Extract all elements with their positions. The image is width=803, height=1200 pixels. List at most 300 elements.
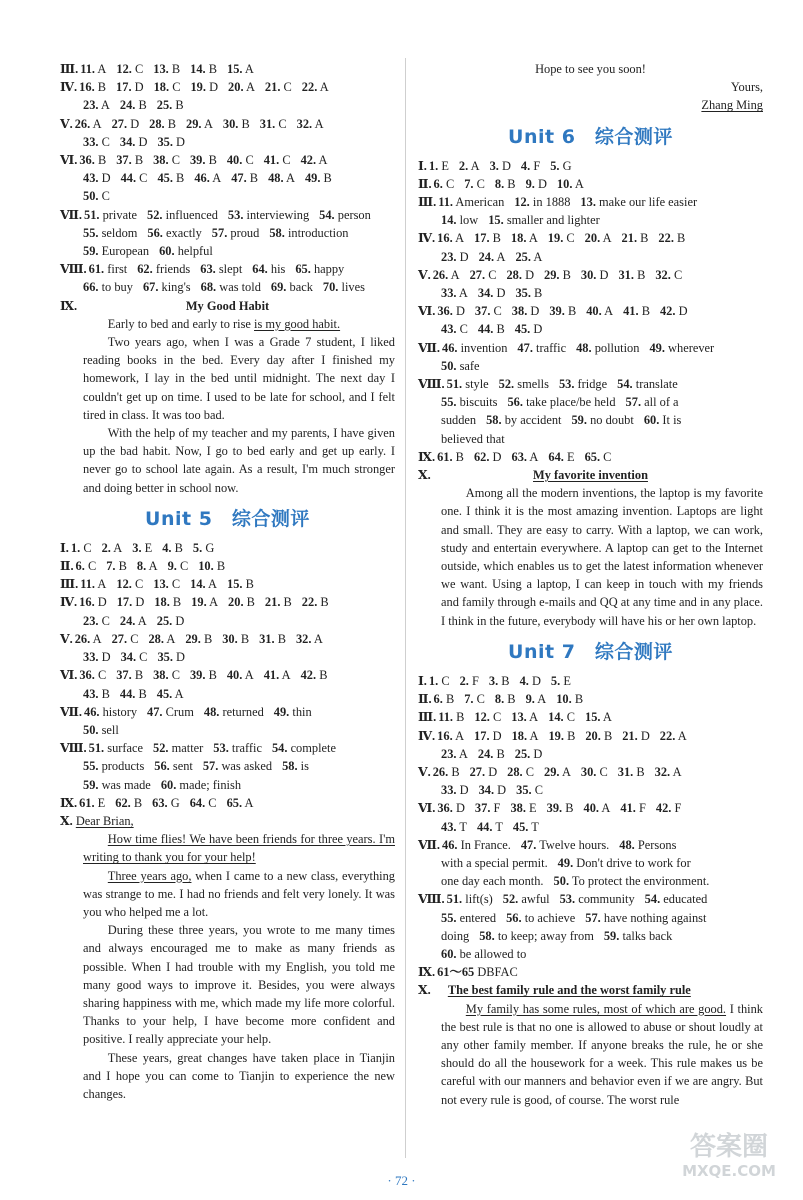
answer-line bbox=[60, 685, 395, 703]
answer-value: B bbox=[167, 116, 177, 131]
answer-value: A bbox=[97, 62, 107, 76]
question-number: 28. bbox=[148, 631, 164, 646]
answer-value: A bbox=[602, 231, 612, 246]
answer-value: sudden bbox=[441, 413, 477, 428]
answer-value: B bbox=[501, 673, 510, 688]
question-number: 13. bbox=[153, 577, 169, 592]
question-number: 62. bbox=[473, 449, 490, 464]
question-number: 23. bbox=[441, 746, 457, 761]
answer-line bbox=[418, 854, 763, 872]
answer-item bbox=[116, 153, 143, 167]
answer-value: A bbox=[92, 116, 102, 131]
section-numeral: Ⅲ. bbox=[60, 577, 79, 592]
section-numeral: Ⅹ. bbox=[60, 813, 73, 828]
answer-value: style bbox=[465, 377, 489, 392]
question-number: 57. bbox=[202, 759, 219, 774]
answer-value: B bbox=[101, 686, 110, 701]
answer-item bbox=[503, 892, 550, 906]
answer-value: D bbox=[101, 171, 111, 186]
answer-value: happy bbox=[313, 262, 345, 277]
answer-value: A bbox=[533, 249, 543, 264]
answer-value: king's bbox=[161, 280, 191, 295]
question-number: 63. bbox=[511, 449, 527, 464]
answer-item bbox=[319, 208, 371, 222]
answer-value: G bbox=[170, 795, 180, 810]
answer-value: B bbox=[507, 692, 516, 707]
question-number: 35. bbox=[515, 286, 531, 301]
question-number: 68. bbox=[200, 280, 217, 295]
answer-item bbox=[203, 759, 272, 773]
answer-value: E bbox=[566, 449, 575, 464]
answer-item bbox=[429, 674, 450, 688]
answer-item bbox=[433, 765, 460, 779]
question-number: 35. bbox=[516, 783, 532, 798]
answer-line bbox=[418, 745, 763, 763]
answer-item bbox=[228, 595, 255, 609]
answer-value: A bbox=[208, 577, 217, 592]
question-number: 5. bbox=[550, 158, 560, 173]
answer-item bbox=[213, 741, 262, 755]
answer-line bbox=[418, 211, 763, 229]
question-number: 26. bbox=[74, 116, 91, 131]
question-number: 9. bbox=[525, 176, 535, 191]
answer-item bbox=[149, 117, 176, 131]
question-number: 56. bbox=[507, 395, 523, 410]
section-numeral: Ⅴ. bbox=[60, 116, 73, 131]
answer-value: A bbox=[602, 710, 612, 725]
question-number: 52. bbox=[502, 892, 519, 907]
question-number: 10. bbox=[198, 559, 214, 574]
answer-value: B bbox=[603, 728, 613, 743]
answer-value: It is bbox=[662, 413, 682, 428]
answer-item bbox=[547, 801, 574, 815]
question-number: 15. bbox=[227, 62, 243, 76]
question-number: 61. bbox=[437, 449, 453, 464]
answer-item bbox=[622, 231, 649, 245]
answer-item bbox=[153, 668, 180, 682]
answer-item bbox=[441, 213, 478, 227]
question-number: 4. bbox=[519, 673, 529, 688]
answer-item bbox=[526, 177, 547, 191]
question-number: 42. bbox=[300, 668, 317, 683]
unit5-letter bbox=[60, 812, 395, 1103]
question-number: 19. bbox=[547, 231, 564, 246]
section-numeral: Ⅲ. bbox=[60, 62, 79, 76]
question-number: 64. bbox=[189, 795, 206, 810]
question-number: 24. bbox=[477, 746, 494, 761]
answer-item bbox=[83, 189, 110, 203]
section-numeral: Ⅶ. bbox=[60, 207, 82, 222]
column-divider bbox=[405, 58, 406, 1158]
section-numeral: Ⅹ. bbox=[418, 468, 431, 483]
answer-item bbox=[157, 171, 184, 185]
essay-paragraph bbox=[60, 315, 395, 333]
question-number: 20. bbox=[228, 595, 244, 610]
question-number: 40. bbox=[583, 801, 599, 816]
answer-value: B bbox=[172, 595, 182, 610]
question-number: 32. bbox=[296, 116, 313, 131]
question-number: 18. bbox=[153, 80, 170, 95]
answer-item bbox=[83, 226, 137, 240]
answer-item bbox=[441, 432, 505, 446]
answer-item bbox=[441, 413, 476, 427]
question-number: 42. bbox=[300, 153, 317, 168]
question-number: 24. bbox=[119, 613, 136, 628]
question-number: 50. bbox=[83, 722, 99, 737]
answer-value: was asked bbox=[221, 759, 273, 774]
answer-value: E bbox=[97, 795, 106, 810]
answer-value: complete bbox=[290, 741, 336, 756]
answer-item bbox=[302, 595, 329, 609]
answer-item bbox=[571, 413, 633, 427]
question-number: 18. bbox=[154, 595, 170, 610]
answer-value: invention bbox=[460, 340, 508, 355]
answer-value: B bbox=[496, 322, 505, 337]
answer-value: B bbox=[171, 62, 181, 76]
section-numeral: Ⅸ. bbox=[418, 965, 436, 980]
question-number: 46. bbox=[442, 837, 458, 852]
question-number: 58. bbox=[479, 928, 495, 943]
answer-value: D bbox=[175, 613, 185, 628]
answer-value: be allowed to bbox=[459, 946, 527, 961]
answer-item bbox=[80, 577, 106, 591]
answer-item bbox=[618, 765, 645, 779]
question-number: 30. bbox=[222, 116, 239, 131]
answer-item bbox=[228, 80, 255, 94]
answer-item bbox=[83, 778, 151, 792]
answer-item bbox=[550, 159, 571, 173]
question-number: 10. bbox=[556, 692, 572, 707]
question-number: 30. bbox=[580, 267, 597, 282]
answer-item bbox=[488, 213, 600, 227]
question-number: 3. bbox=[132, 540, 142, 555]
question-number: 7. bbox=[464, 692, 474, 707]
answer-value: all of a bbox=[644, 395, 679, 410]
essay-paragraph: Among all the modern inventions, the laptop is my favorite one. I think it is the most amazing invention. Laptops are light and small. They are easy to carry. With a laptop, we can work, study and entertain everywhere. A laptop can get to the Internet outside, which enables us to get the latest information whenever we want. Using a laptop, I can keep in touch with my friends and family through e-mails and QQ at any time and in any place. I think in the future, everybody will have his or her own laptop. bbox=[441, 486, 763, 628]
answer-line bbox=[418, 266, 763, 284]
answer-item bbox=[514, 195, 570, 209]
question-number: 34. bbox=[478, 783, 495, 798]
answer-item bbox=[437, 801, 465, 815]
answer-value: Don't drive to work for bbox=[576, 855, 691, 870]
question-number: 18. bbox=[511, 728, 528, 743]
answer-line bbox=[60, 630, 395, 648]
answer-line bbox=[60, 539, 395, 557]
section-numeral: Ⅷ. bbox=[60, 741, 87, 756]
answer-value: A bbox=[672, 764, 682, 779]
question-number: 25. bbox=[514, 746, 531, 761]
answer-line bbox=[60, 60, 395, 78]
answer-item bbox=[83, 723, 119, 737]
answer-item bbox=[252, 262, 285, 276]
answer-item bbox=[511, 231, 538, 245]
question-number: 4. bbox=[520, 158, 531, 173]
question-number: 21. bbox=[621, 231, 638, 246]
answer-item bbox=[558, 856, 691, 870]
section-numeral: Ⅰ. bbox=[60, 540, 69, 555]
answer-value: A bbox=[458, 286, 468, 301]
answer-line bbox=[418, 375, 763, 393]
question-number: 40. bbox=[586, 304, 602, 319]
answer-item bbox=[549, 304, 576, 318]
question-number: 16. bbox=[79, 595, 95, 610]
answer-value: B bbox=[637, 267, 646, 282]
answer-value: D bbox=[459, 249, 469, 264]
answer-item bbox=[83, 135, 110, 149]
answer-value: A bbox=[244, 62, 254, 76]
answer-item bbox=[116, 668, 143, 682]
question-number: 60. bbox=[643, 413, 660, 428]
question-number: 70. bbox=[322, 280, 339, 295]
answer-line bbox=[418, 672, 763, 690]
underlined-phrase: Three years ago, bbox=[107, 868, 192, 883]
answer-line bbox=[60, 666, 395, 684]
question-number: 43. bbox=[83, 686, 99, 701]
question-number: 61. bbox=[88, 262, 105, 277]
answer-item bbox=[585, 231, 612, 245]
answer-value: C bbox=[101, 134, 110, 149]
answer-value: C bbox=[673, 267, 683, 282]
answer-value: C bbox=[493, 304, 502, 319]
question-number: 58. bbox=[486, 413, 502, 428]
answer-value: D bbox=[455, 801, 465, 816]
section-numeral: Ⅸ. bbox=[60, 298, 78, 313]
question-number: 38. bbox=[153, 668, 169, 683]
question-number: 33. bbox=[83, 650, 99, 665]
question-number: 29. bbox=[544, 267, 560, 282]
answer-value: C bbox=[101, 189, 110, 204]
question-number: 20. bbox=[228, 80, 244, 95]
answer-value: A bbox=[455, 231, 465, 246]
answer-item bbox=[79, 796, 105, 810]
answer-value: private bbox=[102, 207, 138, 222]
answer-value: B bbox=[567, 304, 577, 319]
answer-item bbox=[520, 674, 541, 688]
question-number: 14. bbox=[548, 710, 564, 725]
answer-item bbox=[626, 395, 679, 409]
answer-item bbox=[302, 80, 329, 94]
unit6-answers bbox=[418, 157, 763, 466]
answer-item bbox=[274, 705, 312, 719]
answer-item bbox=[437, 965, 518, 979]
question-number: 31. bbox=[618, 267, 634, 282]
answer-value: to buy bbox=[101, 280, 133, 295]
answer-item bbox=[516, 783, 543, 797]
question-number: 41. bbox=[620, 801, 636, 816]
answer-line bbox=[418, 872, 763, 890]
answer-value: European bbox=[101, 244, 150, 259]
answer-value: C bbox=[603, 449, 612, 464]
question-number: 33. bbox=[441, 783, 457, 798]
question-number: 35. bbox=[157, 134, 173, 149]
answer-value: A bbox=[561, 764, 571, 779]
answer-line bbox=[418, 927, 763, 945]
question-number: 22. bbox=[301, 595, 318, 610]
question-number: 50. bbox=[553, 874, 570, 889]
answer-value: fridge bbox=[577, 377, 608, 392]
answer-value: B bbox=[492, 231, 501, 246]
answer-value: D bbox=[135, 595, 145, 610]
answer-line bbox=[418, 229, 763, 247]
answer-value: no doubt bbox=[590, 413, 634, 428]
question-number: 41. bbox=[623, 304, 639, 319]
answer-value: with a special permit. bbox=[441, 855, 548, 870]
question-number: 35. bbox=[157, 650, 173, 665]
answer-value: C bbox=[130, 631, 139, 646]
answer-value: B bbox=[133, 795, 143, 810]
answer-item bbox=[499, 377, 549, 391]
answer-item bbox=[227, 153, 254, 167]
answer-value: A bbox=[313, 631, 323, 646]
answer-item bbox=[79, 80, 106, 94]
answer-line bbox=[60, 593, 395, 611]
answer-item bbox=[117, 595, 145, 609]
answer-value: C bbox=[134, 577, 144, 592]
answer-value: C bbox=[441, 673, 450, 688]
answer-item bbox=[154, 759, 193, 773]
answer-value: C bbox=[566, 710, 575, 725]
answer-value: T bbox=[459, 819, 467, 834]
question-number: 54. bbox=[644, 892, 661, 907]
answer-item bbox=[557, 177, 584, 191]
essay-title: My favorite invention bbox=[533, 468, 648, 483]
section-numeral: Ⅸ. bbox=[60, 795, 78, 810]
answer-value: C bbox=[171, 577, 181, 592]
answer-item bbox=[460, 674, 479, 688]
answer-line bbox=[60, 133, 395, 151]
question-number: 11. bbox=[80, 577, 95, 592]
answer-line bbox=[60, 703, 395, 721]
answer-value: B bbox=[208, 62, 217, 76]
answer-line bbox=[418, 909, 763, 927]
answer-value: thin bbox=[292, 704, 312, 719]
question-number: 44. bbox=[476, 819, 493, 834]
answer-item bbox=[120, 135, 148, 149]
answer-value: take place/be held bbox=[526, 395, 616, 410]
essay-paragraph bbox=[418, 1000, 763, 1109]
question-number: 27. bbox=[469, 267, 486, 282]
question-number: 53. bbox=[213, 741, 229, 756]
answer-item bbox=[75, 117, 102, 131]
answer-line bbox=[60, 242, 395, 260]
answer-value: C bbox=[534, 783, 543, 798]
answer-item bbox=[227, 62, 254, 76]
question-number: 21. bbox=[264, 595, 281, 610]
question-number: 52. bbox=[498, 377, 515, 392]
question-number: 7. bbox=[106, 559, 116, 574]
answer-value: C bbox=[134, 62, 144, 76]
answer-value: A bbox=[212, 171, 222, 186]
answer-item bbox=[301, 668, 328, 682]
answer-item bbox=[186, 117, 213, 131]
answer-line bbox=[418, 175, 763, 193]
question-number: 54. bbox=[271, 741, 288, 756]
answer-value: matter bbox=[171, 741, 204, 756]
question-number: 25. bbox=[156, 98, 173, 113]
question-number: 21. bbox=[622, 728, 638, 743]
section-numeral: Ⅳ. bbox=[60, 595, 78, 610]
question-number: 34. bbox=[119, 134, 136, 149]
answer-item bbox=[474, 450, 502, 464]
answer-item bbox=[116, 62, 143, 76]
essay-paragraph: With the help of my teacher and my parents, I have given up the bad habit. Now, I go to bed early and get up early. I never go to school late again. As a result, I'm much stronger and doing better in school now. bbox=[83, 426, 395, 495]
question-number: 23. bbox=[83, 613, 99, 628]
question-number: 16. bbox=[437, 231, 453, 246]
question-number: 11. bbox=[438, 710, 453, 725]
answer-value: A bbox=[528, 231, 538, 246]
question-number: 39. bbox=[549, 304, 565, 319]
answer-value: D bbox=[530, 304, 540, 319]
question-number: 52. bbox=[147, 207, 163, 222]
question-number: 60. bbox=[160, 777, 177, 792]
letter-salutation: Dear Brian, bbox=[75, 813, 134, 828]
answer-item bbox=[604, 929, 673, 943]
question-number: 57. bbox=[625, 395, 642, 410]
question-number: 8. bbox=[494, 692, 505, 707]
answer-item bbox=[447, 892, 493, 906]
question-number: 48. bbox=[576, 340, 592, 355]
question-number: 43. bbox=[441, 819, 457, 834]
section-numeral: Ⅲ. bbox=[418, 710, 437, 725]
answer-line bbox=[60, 776, 395, 794]
answer-item bbox=[301, 153, 328, 167]
answer-value: B bbox=[283, 595, 292, 610]
question-number: 54. bbox=[617, 377, 633, 392]
answer-value: entered bbox=[459, 910, 497, 925]
question-number: 9. bbox=[525, 692, 535, 707]
answer-value: was made bbox=[101, 777, 151, 792]
answer-line bbox=[418, 945, 763, 963]
answer-item bbox=[441, 911, 496, 925]
question-number: 59. bbox=[571, 413, 587, 428]
question-number: 29. bbox=[185, 631, 201, 646]
answer-value: sent bbox=[172, 759, 193, 774]
answer-item bbox=[198, 559, 225, 573]
answer-item bbox=[190, 62, 217, 76]
answer-item bbox=[191, 595, 218, 609]
answer-item bbox=[548, 450, 574, 464]
question-number: 22. bbox=[659, 728, 676, 743]
answer-value: A bbox=[166, 631, 176, 646]
watermark-text: 答案圈 bbox=[689, 1132, 768, 1162]
answer-item bbox=[479, 929, 594, 943]
answer-value: have nothing against bbox=[603, 910, 707, 925]
answer-item bbox=[495, 177, 516, 191]
answer-item bbox=[282, 759, 309, 773]
answer-value: D bbox=[678, 304, 688, 319]
answer-value: A bbox=[529, 710, 539, 725]
answer-value: B bbox=[208, 668, 217, 683]
question-number: 13. bbox=[511, 710, 527, 725]
answer-item bbox=[470, 765, 498, 779]
letter-closing-line: Hope to see you soon! bbox=[535, 62, 646, 76]
answer-item bbox=[475, 304, 502, 318]
answer-value: D bbox=[455, 304, 465, 319]
answer-item bbox=[265, 80, 292, 94]
question-number: 65. bbox=[226, 795, 243, 810]
left-column bbox=[60, 60, 395, 1103]
answer-item bbox=[442, 838, 511, 852]
answer-line bbox=[60, 260, 395, 278]
answer-item bbox=[154, 595, 181, 609]
answer-value: B bbox=[677, 231, 686, 246]
question-number: 65. bbox=[295, 262, 311, 277]
answer-value: smells bbox=[517, 377, 549, 392]
question-number: 36. bbox=[437, 801, 453, 816]
answer-value: A bbox=[470, 158, 480, 173]
question-number: 52. bbox=[153, 741, 169, 756]
answer-line bbox=[418, 302, 763, 320]
